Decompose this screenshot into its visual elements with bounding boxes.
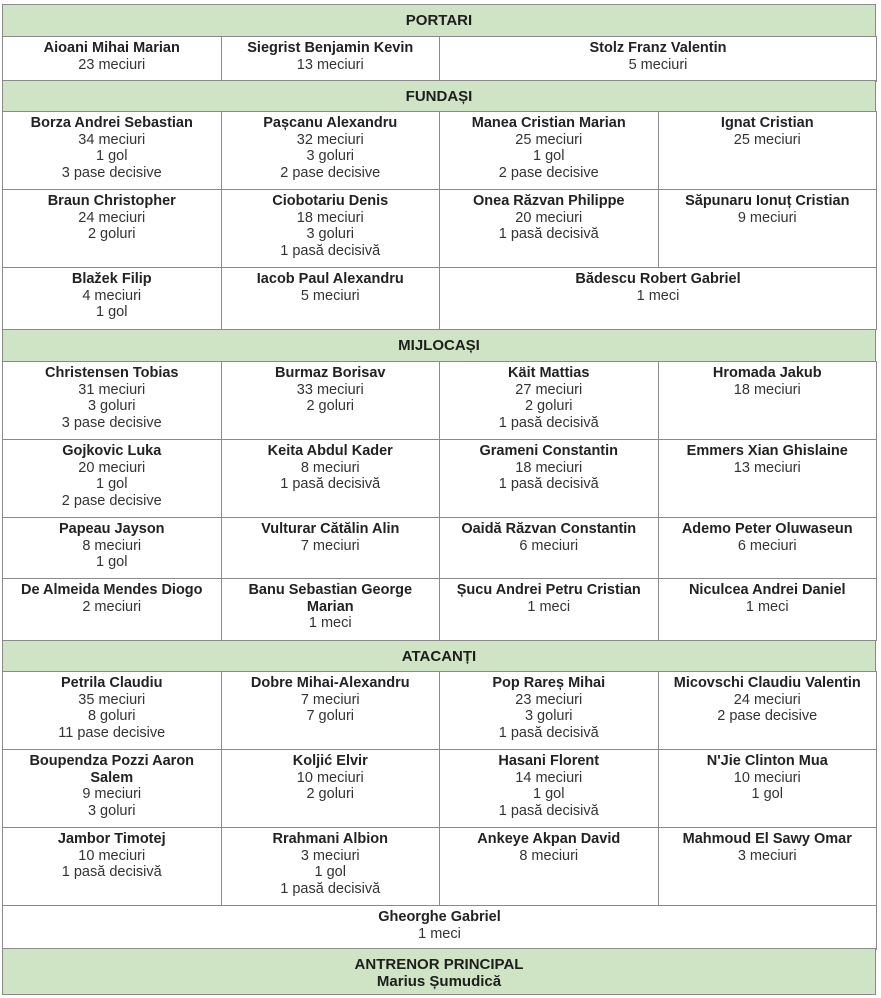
player-stat: 1 gol: [314, 864, 346, 881]
player-name: Dobre Mihai-Alexandru: [250, 675, 410, 691]
player-name: Hasani Florent: [498, 753, 600, 769]
player-name: Papeau Jayson: [58, 521, 165, 537]
player-stat: 1 meci: [527, 598, 571, 615]
player-stat: 13 meciuri: [296, 56, 364, 73]
player-stat: 2 goluri: [306, 786, 355, 803]
player-stat: 1 pasă decisivă: [498, 803, 599, 820]
player-stat: 7 meciuri: [300, 691, 360, 708]
player-stat: 1 meci: [745, 598, 789, 615]
player-cell: [440, 518, 659, 579]
coach-title: ANTRENOR PRINCIPAL: [354, 956, 524, 973]
player-stat: 1 pasă decisivă: [280, 881, 381, 898]
player-cell: [221, 750, 440, 828]
player-stat: 1 gol: [533, 148, 565, 165]
player-name: N'Jie Clinton Mua: [706, 753, 828, 769]
player-name: Ignat Cristian: [720, 115, 814, 131]
player-stat: 1 meci: [636, 287, 680, 304]
player-stat: 35 meciuri: [78, 691, 146, 708]
player-cell: [3, 112, 222, 190]
player-cell: [221, 440, 440, 518]
player-stat: 2 meciuri: [82, 598, 142, 615]
player-name: Niculcea Andrei Daniel: [688, 582, 846, 598]
player-cell: [3, 190, 222, 268]
player-stat: 6 meciuri: [737, 537, 797, 554]
player-name: Gheorghe Gabriel: [378, 909, 501, 925]
player-cell: [3, 37, 222, 82]
player-name: Käit Mattias: [508, 365, 590, 381]
player-name: Siegrist Benjamin Kevin: [247, 40, 414, 56]
player-cell: [3, 362, 222, 440]
table-atacanti: [2, 671, 877, 950]
player-stat: 4 meciuri: [82, 287, 142, 304]
player-name: Manea Cristian Marian: [471, 115, 626, 131]
player-stat: 2 goluri: [87, 226, 136, 243]
player-cell: [440, 440, 659, 518]
player-stat: 1 pasă decisivă: [280, 243, 381, 260]
table-portari: [2, 36, 877, 82]
player-name: Boupendza Pozzi Aaron Salem: [29, 753, 195, 786]
player-stat: 7 meciuri: [300, 537, 360, 554]
player-stat: 23 meciuri: [78, 56, 146, 73]
player-name: Christensen Tobias: [45, 365, 179, 381]
player-cell: [440, 672, 659, 750]
player-cell: [3, 750, 222, 828]
player-name: Șucu Andrei Petru Cristian: [456, 582, 641, 598]
player-cell: [221, 579, 440, 641]
player-cell: [658, 112, 877, 190]
player-name: Banu Sebastian George Marian: [248, 582, 413, 615]
player-cell: [440, 828, 659, 906]
player-name: Vulturar Cătălin Alin: [261, 521, 400, 537]
player-stat: 6 meciuri: [519, 537, 579, 554]
player-stat: 1 gol: [96, 148, 128, 165]
player-cell: [440, 579, 659, 641]
player-stat: 27 meciuri: [515, 381, 583, 398]
player-cell: [440, 362, 659, 440]
player-stat: 1 pasă decisivă: [498, 725, 599, 742]
player-cell: [221, 268, 440, 330]
player-stat: 2 pase decisive: [280, 165, 381, 182]
player-stat: 5 meciuri: [300, 287, 360, 304]
player-stat: 1 meci: [418, 925, 461, 942]
player-stat: 2 pase decisive: [717, 708, 818, 725]
player-cell: [658, 750, 877, 828]
player-stat: 10 meciuri: [296, 769, 364, 786]
player-stat: 24 meciuri: [78, 209, 146, 226]
player-stat: 18 meciuri: [733, 381, 801, 398]
section-header-portari: [2, 4, 876, 37]
player-cell: [221, 37, 440, 82]
player-stat: 1 pasă decisivă: [498, 226, 599, 243]
player-stat: 25 meciuri: [733, 131, 801, 148]
player-cell: [658, 579, 877, 641]
coach-name: Marius Șumudică: [376, 973, 502, 990]
player-cell: [3, 672, 222, 750]
player-cell: [658, 672, 877, 750]
player-stat: 8 meciuri: [519, 847, 579, 864]
player-name: Grameni Constantin: [479, 443, 619, 459]
player-name: Bădescu Robert Gabriel: [575, 271, 741, 287]
player-stat: 2 pase decisive: [498, 165, 599, 182]
player-stat: 20 meciuri: [78, 459, 146, 476]
player-stat: 1 gol: [533, 786, 565, 803]
player-stat: 1 pasă decisivă: [498, 476, 599, 493]
player-name: De Almeida Mendes Diogo: [20, 582, 203, 598]
player-cell: [658, 362, 877, 440]
player-name: Koljić Elvir: [292, 753, 368, 769]
player-name: Stolz Franz Valentin: [589, 40, 727, 56]
player-stat: 18 meciuri: [296, 209, 364, 226]
table-mijlocasi: [2, 361, 877, 641]
player-stat: 3 pase decisive: [61, 165, 162, 182]
player-stat: 5 meciuri: [628, 56, 688, 73]
player-stat: 3 goluri: [87, 803, 136, 820]
player-stat: 18 meciuri: [515, 459, 583, 476]
player-name: Hromada Jakub: [712, 365, 822, 381]
player-stat: 2 pase decisive: [61, 493, 162, 510]
player-stat: 2 goluri: [524, 398, 573, 415]
section-title: PORTARI: [405, 12, 473, 29]
player-stat: 1 meci: [308, 615, 352, 632]
player-stat: 9 meciuri: [82, 786, 142, 803]
player-name: Săpunaru Ionuț Cristian: [685, 193, 850, 209]
player-stat: 7 goluri: [306, 708, 355, 725]
player-stat: 11 pase decisive: [58, 725, 166, 742]
player-stat: 33 meciuri: [296, 381, 364, 398]
player-cell: [440, 112, 659, 190]
player-stat: 3 goluri: [306, 148, 355, 165]
player-name: Borza Andrei Sebastian: [30, 115, 193, 131]
player-cell: [440, 37, 877, 82]
player-cell: [3, 440, 222, 518]
player-name: Micovschi Claudiu Valentin: [673, 675, 861, 691]
player-stat: 1 gol: [96, 554, 128, 571]
player-stat: 2 goluri: [306, 398, 355, 415]
player-stat: 31 meciuri: [78, 381, 146, 398]
player-stat: 23 meciuri: [515, 691, 583, 708]
player-cell: [221, 112, 440, 190]
player-stat: 1 pasă decisivă: [498, 415, 599, 432]
player-stat: 13 meciuri: [733, 459, 801, 476]
player-stat: 32 meciuri: [296, 131, 364, 148]
player-cell: [658, 828, 877, 906]
player-cell: [3, 906, 877, 950]
player-name: Iacob Paul Alexandru: [256, 271, 404, 287]
section-title: FUNDAȘI: [405, 87, 473, 105]
player-stat: 3 pase decisive: [61, 415, 162, 432]
player-name: Ademo Peter Oluwaseun: [681, 521, 853, 537]
player-stat: 3 goluri: [306, 226, 355, 243]
player-name: Ankeye Akpan David: [477, 831, 621, 847]
player-cell: [658, 190, 877, 268]
player-stat: 24 meciuri: [733, 691, 801, 708]
player-stat: 1 pasă decisivă: [61, 864, 162, 881]
player-cell: [3, 268, 222, 330]
player-stat: 3 goluri: [87, 398, 136, 415]
player-stat: 3 meciuri: [737, 847, 797, 864]
player-name: Burmaz Borisav: [275, 365, 386, 381]
player-cell: [221, 518, 440, 579]
player-stat: 10 meciuri: [78, 847, 146, 864]
player-name: Gojkovic Luka: [62, 443, 162, 459]
player-cell: [440, 268, 877, 330]
player-stat: 8 meciuri: [82, 537, 142, 554]
player-stat: 1 gol: [96, 476, 128, 493]
section-title: MIJLOCAȘI: [398, 337, 480, 354]
player-stat: 1 gol: [751, 786, 783, 803]
player-stat: 20 meciuri: [515, 209, 583, 226]
player-name: Pop Rareș Mihai: [492, 675, 606, 691]
player-name: Rrahmani Albion: [272, 831, 388, 847]
section-header-atacanti: [2, 640, 876, 672]
player-name: Aioani Mihai Marian: [43, 40, 180, 56]
player-cell: [658, 440, 877, 518]
player-cell: [3, 518, 222, 579]
player-cell: [440, 190, 659, 268]
player-name: Keita Abdul Kader: [267, 443, 393, 459]
player-stat: 8 meciuri: [300, 459, 360, 476]
player-stat: 8 goluri: [87, 708, 136, 725]
player-stat: 14 meciuri: [515, 769, 583, 786]
player-cell: [221, 672, 440, 750]
player-cell: [3, 579, 222, 641]
player-cell: [221, 362, 440, 440]
player-stat: 3 goluri: [524, 708, 573, 725]
player-name: Braun Christopher: [47, 193, 176, 209]
player-stat: 3 meciuri: [300, 847, 360, 864]
player-name: Ciobotariu Denis: [272, 193, 389, 209]
player-name: Jambor Timotej: [57, 831, 166, 847]
player-name: Mahmoud El Sawy Omar: [682, 831, 852, 847]
section-header-mijlocasi: [2, 329, 876, 362]
player-stat: 10 meciuri: [733, 769, 801, 786]
player-cell: [3, 828, 222, 906]
section-title: ATACANȚI: [401, 647, 477, 665]
player-name: Pașcanu Alexandru: [263, 115, 398, 131]
player-stat: 34 meciuri: [78, 131, 146, 148]
player-name: Petrila Claudiu: [60, 675, 163, 691]
player-name: Blažek Filip: [71, 271, 152, 287]
player-cell: [440, 750, 659, 828]
table-fundasi: [2, 111, 877, 330]
section-header-fundasi: [2, 80, 876, 112]
player-name: Oaidă Răzvan Constantin: [461, 521, 637, 537]
player-cell: [221, 190, 440, 268]
player-stat: 25 meciuri: [515, 131, 583, 148]
player-name: Emmers Xian Ghislaine: [686, 443, 848, 459]
head-coach-box: [2, 948, 876, 995]
player-stat: 9 meciuri: [737, 209, 797, 226]
player-stat: 1 gol: [96, 304, 128, 321]
player-cell: [658, 518, 877, 579]
player-cell: [221, 828, 440, 906]
player-name: Onea Răzvan Philippe: [473, 193, 625, 209]
player-stat: 1 pasă decisivă: [280, 476, 381, 493]
